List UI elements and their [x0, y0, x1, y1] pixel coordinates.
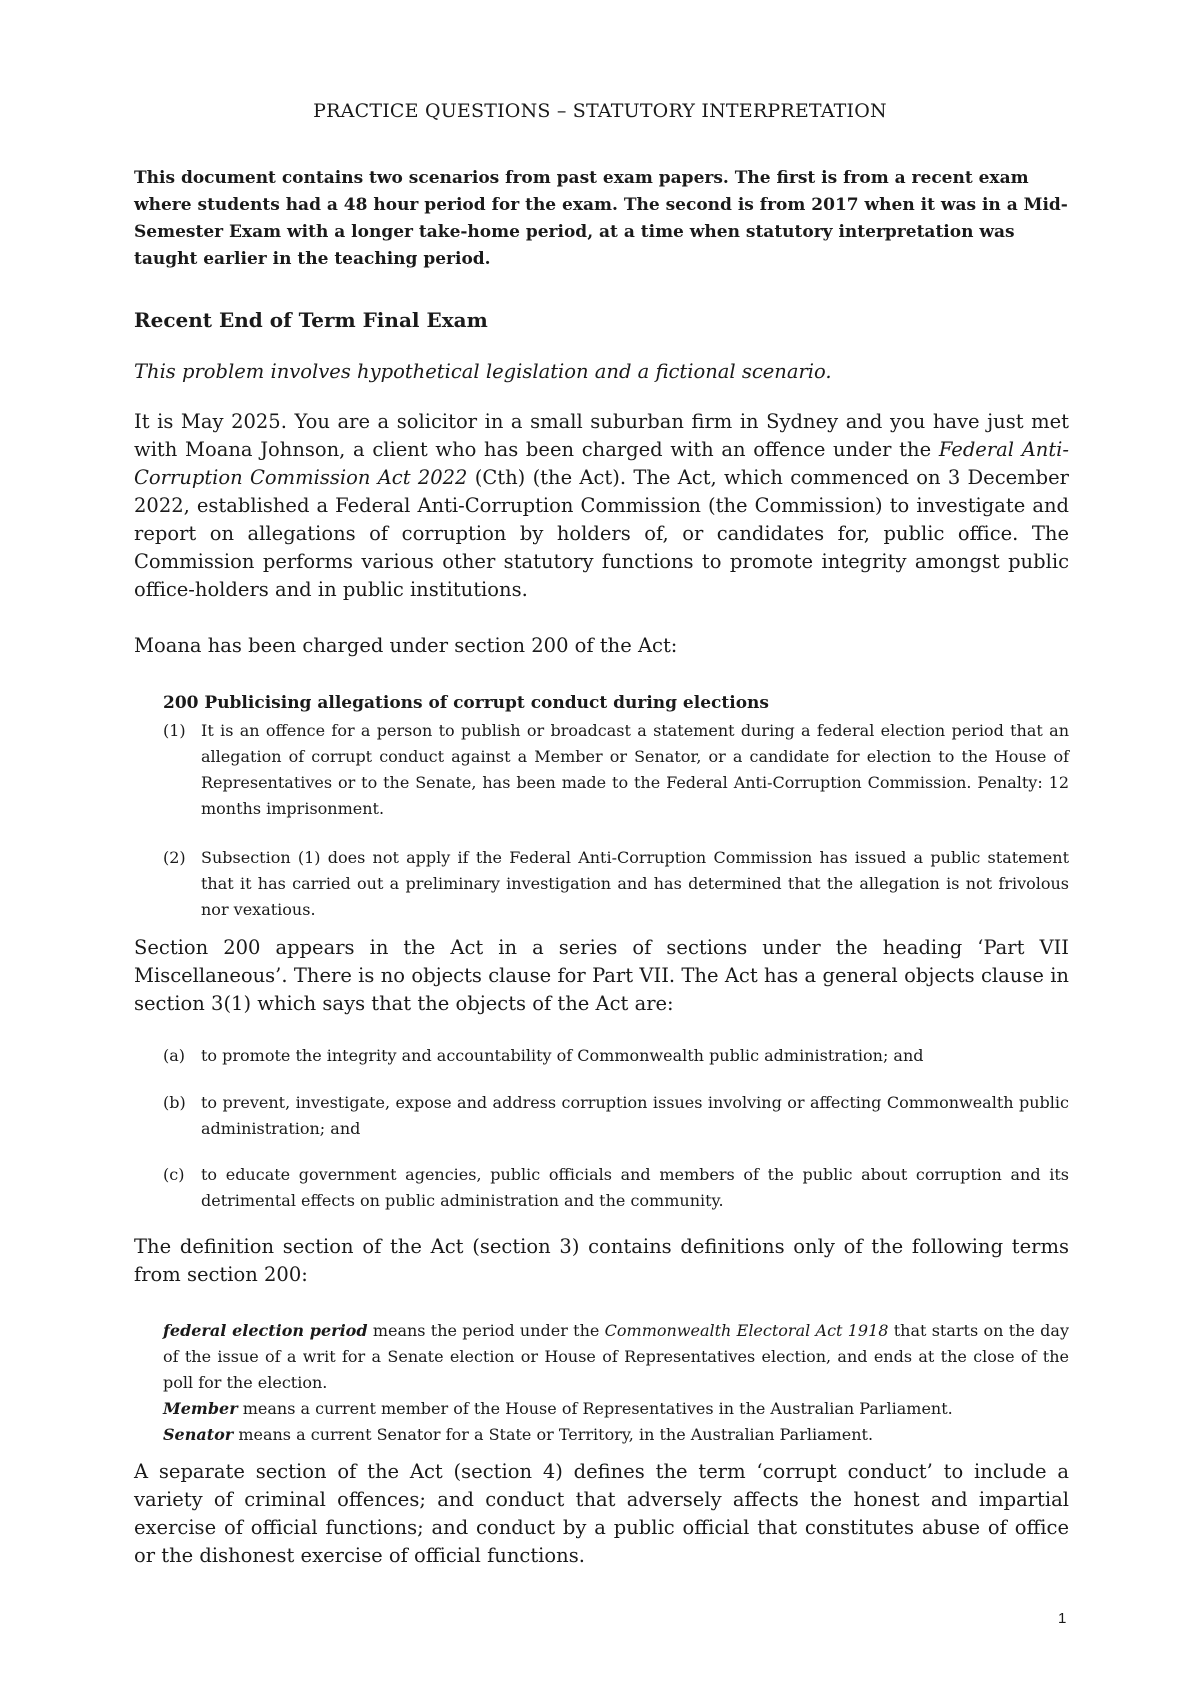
object-c	[163, 1162, 1069, 1214]
section-heading: Recent End of Term Final Exam	[134, 308, 488, 332]
subsection-2	[163, 845, 1069, 923]
hypothetical-note: This problem involves hypothetical legislation and a fictional scenario.	[134, 360, 832, 383]
part-vii-paragraph: Section 200 appears in the Act in a series of sections under the heading ‘Part VII Miscellaneous’. There is no objects clause for Part VII. The Act has a general objects clause in section 3(1) which says that the objects of the Act are:	[134, 936, 1069, 1015]
subsection-2-number: (2)	[163, 848, 186, 867]
electoral-act-name: Commonwealth Electoral Act 1918	[604, 1321, 889, 1340]
subsection-1	[163, 718, 1069, 822]
definitions-paragraph: The definition section of the Act (section 3) contains definitions only of the following terms from section 200:	[134, 1235, 1069, 1286]
definition-term: Member	[163, 1399, 238, 1418]
corrupt-conduct-paragraph: A separate section of the Act (section 4) defines the term ‘corrupt conduct’ to include a variety of criminal offences; and conduct that adversely affects the honest and impartial exercise of official functions; and conduct by a public official that constitutes abuse of office or the dishonest exercise of official functions.	[134, 1460, 1069, 1567]
section-200-heading: 200 Publicising allegations of corrupt conduct during elections	[163, 693, 769, 713]
object-b-text: to prevent, investigate, expose and address corruption issues involving or affecting Commonwealth public administration; and	[201, 1093, 1069, 1138]
object-b	[163, 1090, 1069, 1142]
definitions-list	[163, 1318, 1069, 1448]
act-name: Federal Anti-Corruption Commission Act 2022	[134, 438, 1070, 489]
object-a	[163, 1043, 1069, 1069]
page-title: PRACTICE QUESTIONS – STATUTORY INTERPRETATION	[313, 100, 887, 122]
definition-term: federal election period	[163, 1321, 368, 1340]
object-c-label: (c)	[163, 1165, 185, 1184]
object-a-label: (a)	[163, 1046, 186, 1065]
definition-federal-election-period: federal election period means the period under the Commonwealth Electoral Act 1918 that starts on the day of the issue of a writ for a Senate election or House of Representatives election, and ends at the close of the poll for the election.	[163, 1321, 1069, 1392]
subsection-1-number: (1)	[163, 721, 186, 740]
definition-term: Senator	[163, 1425, 234, 1444]
object-a-text: to promote the integrity and accountability of Commonwealth public administration; and	[201, 1046, 924, 1065]
charge-paragraph: Moana has been charged under section 200 of the Act:	[134, 634, 678, 657]
scenario-text-b: (Cth) (the Act). The Act, which commenced on 3 December 2022, established a Federal Anti-Corruption Commission (the Commission) to investigate and report on allegations of corruption by holders of, or candidates for, public office. The Commission performs various other statutory functions to promote integrity amongst public office-holders and in public institutions.	[134, 466, 1069, 601]
object-c-text: to educate government agencies, public officials and members of the public about corruption and its detrimental effects on public administration and the community.	[201, 1165, 1069, 1210]
object-b-label: (b)	[163, 1093, 186, 1112]
scenario-paragraph	[134, 408, 1069, 604]
definition-senator: Senator means a current Senator for a State or Territory, in the Australian Parliament.	[163, 1425, 874, 1444]
subsection-2-text: Subsection (1) does not apply if the Federal Anti-Corruption Commission has issued a public statement that it has carried out a preliminary investigation and has determined that the allegation is not frivolous nor vexatious.	[201, 848, 1069, 919]
scenario-text-a: It is May 2025. You are a solicitor in a small suburban firm in Sydney and you have just met with Moana Johnson, a client who has been charged with an offence under the	[134, 410, 1069, 461]
page-number: 1	[1058, 1610, 1067, 1627]
subsection-1-text: It is an offence for a person to publish or broadcast a statement during a federal election period that an allegation of corrupt conduct against a Member or Senator, or a candidate for election to the House of Representatives or to the Senate, has been made to the Federal Anti-Corruption Commission. Penalty: 12 months imprisonment.	[201, 721, 1069, 818]
intro-paragraph: This document contains two scenarios from past exam papers. The first is from a recent exam where students had a 48 hour period for the exam. The second is from 2017 when it was in a Mid-Semester Exam with a longer take-home period, at a time when statutory interpretation was taught earlier in the teaching period.	[134, 168, 1068, 269]
definition-member: Member means a current member of the House of Representatives in the Australian Parliament.	[163, 1399, 953, 1418]
